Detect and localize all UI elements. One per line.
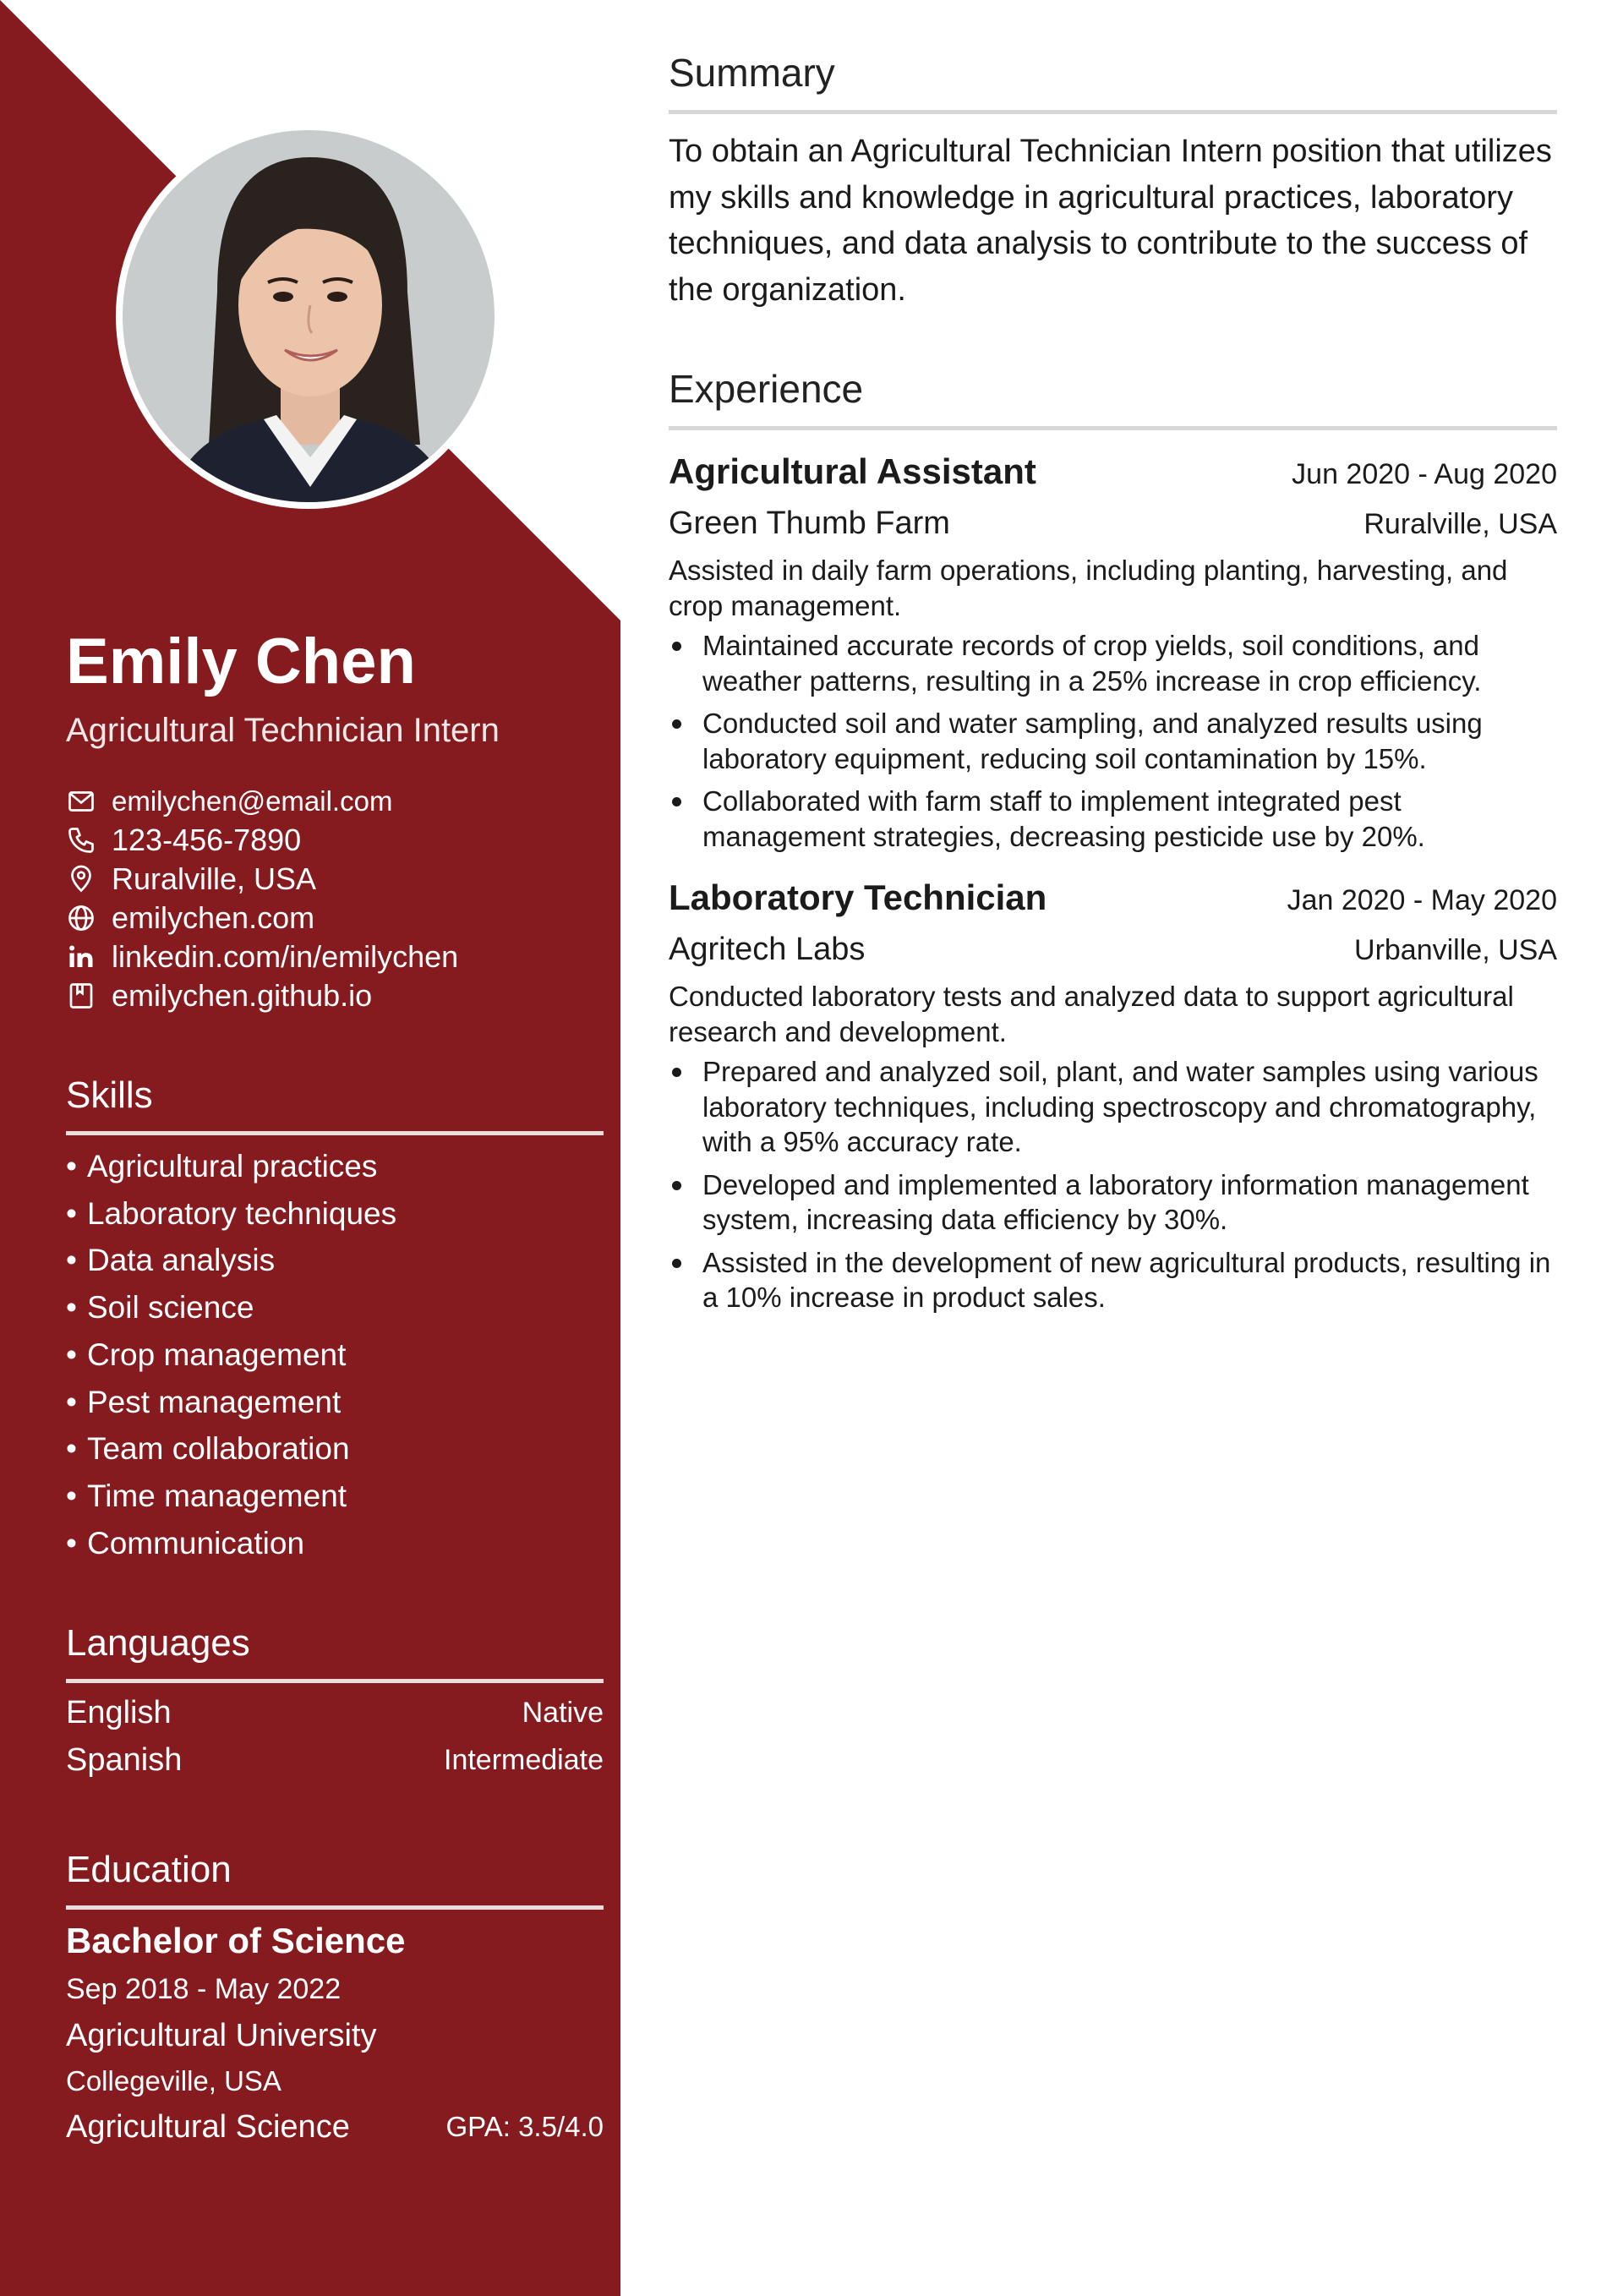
- language-name: Spanish: [66, 1741, 183, 1778]
- job-location: Ruralville, USA: [1363, 508, 1557, 540]
- job-bullets: [669, 628, 1557, 854]
- candidate-name: Emily Chen: [66, 626, 416, 697]
- skill-item: • Pest management: [66, 1379, 396, 1426]
- github-icon: [66, 981, 96, 1011]
- location-pin-icon: [66, 864, 96, 894]
- contact-linkedin[interactable]: [66, 938, 458, 976]
- skill-item: • Communication: [66, 1520, 396, 1567]
- language-level: Native: [522, 1696, 604, 1729]
- job-bullet: Conducted soil and water sampling, and analyzed results using laboratory equipment, reducing soil contamination by 15%.: [669, 706, 1557, 776]
- skill-item: • Agricultural practices: [66, 1143, 396, 1190]
- summary-heading: Summary: [669, 47, 1557, 114]
- contact-email[interactable]: [66, 782, 458, 821]
- skill-item: • Soil science: [66, 1284, 396, 1331]
- education-degree: Bachelor of Science: [66, 1921, 406, 1960]
- contact-location: [66, 860, 458, 899]
- education-heading: Education: [66, 1846, 604, 1910]
- job-bullet: Collaborated with farm staff to implement integrated pest management strategies, decreasing pesticide use by 20%.: [669, 784, 1557, 854]
- job-title: Laboratory Technician: [669, 877, 1047, 917]
- education-school: Agricultural University: [66, 2018, 377, 2053]
- job-title: Agricultural Assistant: [669, 451, 1036, 491]
- job-location: Urbanville, USA: [1354, 934, 1557, 966]
- education-dates: Sep 2018 - May 2022: [66, 1973, 342, 2005]
- job-entry: [669, 872, 1557, 1323]
- job-bullet: Developed and implemented a laboratory information management system, increasing data efficiency by 30%.: [669, 1167, 1557, 1238]
- language-row: [66, 1736, 604, 1784]
- education-field: Agricultural Science: [66, 2109, 350, 2145]
- job-dates: Jun 2020 - Aug 2020: [1292, 458, 1557, 490]
- skill-item: • Data analysis: [66, 1237, 396, 1284]
- job-description: Assisted in daily farm operations, including planting, harvesting, and crop management.: [669, 555, 1508, 621]
- job-bullet: Assisted in the development of new agricultural products, resulting in a 10% increase in product sales.: [669, 1245, 1557, 1315]
- contact-email-text: emilychen@email.com: [112, 785, 393, 817]
- globe-icon: [66, 903, 96, 933]
- contact-github-text: emilychen.github.io: [112, 978, 373, 1013]
- skills-list: [66, 1143, 396, 1566]
- education-gpa: GPA: 3.5/4.0: [445, 2111, 604, 2142]
- contact-phone-text: 123-456-7890: [112, 823, 302, 857]
- skill-item: • Laboratory techniques: [66, 1190, 396, 1238]
- education-field-row: [66, 2103, 604, 2151]
- skill-item: • Time management: [66, 1473, 396, 1520]
- languages-list: [66, 1689, 604, 1784]
- contact-phone[interactable]: [66, 821, 458, 860]
- skill-item: • Crop management: [66, 1331, 396, 1379]
- skill-item: • Team collaboration: [66, 1425, 396, 1473]
- job-bullet: Prepared and analyzed soil, plant, and water samples using various laboratory techniques, including spectroscopy and chromatography, with a 95% accuracy rate.: [669, 1054, 1557, 1160]
- job-company: Agritech Labs: [669, 932, 866, 967]
- contact-linkedin-text: linkedin.com/in/emilychen: [112, 939, 459, 974]
- job-bullet: Maintained accurate records of crop yields, soil conditions, and weather patterns, resulting in a 25% increase in crop efficiency.: [669, 628, 1557, 698]
- contact-website[interactable]: [66, 899, 458, 938]
- job-company: Green Thumb Farm: [669, 506, 950, 541]
- contact-list: [66, 782, 458, 1015]
- language-name: English: [66, 1694, 172, 1730]
- contact-location-text: Ruralville, USA: [112, 861, 317, 896]
- education-location: Collegeville, USA: [66, 2065, 281, 2096]
- language-level: Intermediate: [444, 1743, 604, 1776]
- summary-text: To obtain an Agricultural Technician Intern position that utilizes my skills and knowledge in agricultural practices, laboratory techniques, and data analysis to contribute to the success of the organization.: [669, 134, 1552, 308]
- languages-heading: Languages: [66, 1620, 604, 1683]
- experience-heading: Experience: [669, 364, 1557, 430]
- contact-website-text: emilychen.com: [112, 900, 315, 935]
- job-bullets: [669, 1054, 1557, 1315]
- contact-github[interactable]: [66, 976, 458, 1015]
- skills-heading: Skills: [66, 1072, 604, 1135]
- mail-icon: [66, 786, 96, 817]
- language-row: [66, 1689, 604, 1736]
- job-dates: Jan 2020 - May 2020: [1287, 884, 1557, 916]
- candidate-role: Agricultural Technician Intern: [66, 712, 500, 749]
- phone-icon: [66, 825, 96, 856]
- education-entry: [66, 1916, 604, 2151]
- profile-photo: [116, 123, 501, 509]
- linkedin-icon: [66, 942, 96, 972]
- job-description: Conducted laboratory tests and analyzed data to support agricultural research and development.: [669, 981, 1514, 1047]
- job-entry: [669, 446, 1557, 861]
